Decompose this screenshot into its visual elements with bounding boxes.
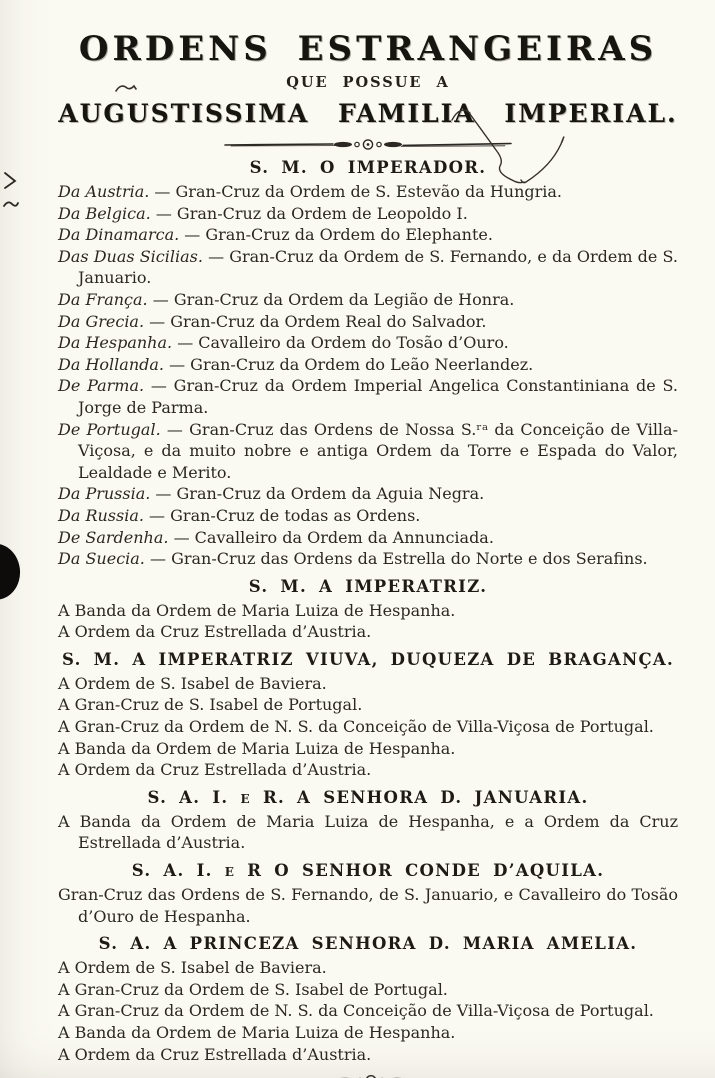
order-entry: A Gran-Cruz de S. Isabel de Portugal. bbox=[58, 695, 363, 715]
pen-squiggle-icon bbox=[438, 98, 578, 198]
order-entry: Das Duas Sicilias. — Gran-Cruz da Ordem de S. Fernando, e da Ordem de S. Januario. bbox=[58, 246, 678, 288]
order-entry: Gran-Cruz das Ordens de S. Fernando, de S. Januario, e Cavalleiro do Tosão d’Ouro de Hespanha. bbox=[58, 885, 678, 926]
order-entry: Da França. — Gran-Cruz da Ordem da Legião de Honra. bbox=[58, 289, 515, 309]
order-entry: A Banda da Ordem de Maria Luiza de Hespanha. bbox=[58, 738, 456, 758]
order-entry: A Gran-Cruz da Ordem de N. S. da Conceição de Villa-Viçosa de Portugal. bbox=[58, 1001, 654, 1021]
page-title: ORDENS ESTRANGEIRAS bbox=[78, 29, 658, 69]
section-heading: S. A. I. e R. A SENHORA D. JANUARIA. bbox=[147, 787, 589, 807]
order-entry: A Gran-Cruz da Ordem de S. Isabel de Portugal. bbox=[58, 979, 448, 999]
order-entry: Da Grecia. — Gran-Cruz da Ordem Real do Salvador. bbox=[58, 311, 487, 331]
country-label: Da Suecia. bbox=[58, 549, 145, 569]
section-heading: S. M. O IMPERADOR. bbox=[249, 158, 487, 177]
section-heading: S. A. I. e R O SENHOR CONDE D’AQUILA. bbox=[131, 861, 605, 881]
order-entry: Da Hollanda. — Gran-Cruz da Ordem do Leão Neerlandez. bbox=[58, 354, 534, 374]
section-heading: S. A. A PRINCEZA SENHORA D. MARIA AMELIA. bbox=[98, 934, 638, 954]
order-entry: A Banda da Ordem de Maria Luiza de Hespanha. bbox=[58, 1023, 456, 1042]
order-entry: Da Suecia. — Gran-Cruz das Ordens da Estrella do Norte e dos Serafins. bbox=[58, 549, 648, 569]
order-entry: A Ordem da Cruz Estrellada d’Austria. bbox=[58, 1044, 372, 1064]
country-label: Da Austria. bbox=[58, 182, 150, 201]
country-label: Da Belgica. bbox=[58, 203, 151, 223]
sections bbox=[58, 157, 678, 1065]
order-entry: A Ordem de S. Isabel de Baviera. bbox=[58, 958, 327, 978]
order-entry: A Banda da Ordem de Maria Luiza de Hespanha, e a Ordem da Cruz Estrellada d’Austria. bbox=[58, 811, 678, 853]
order-entry: Da Dinamarca. — Gran-Cruz da Ordem do Elephante. bbox=[58, 225, 493, 245]
section-heading: S. M. A IMPERATRIZ. bbox=[248, 576, 488, 596]
order-entry: Da Prussia. — Gran-Cruz da Ordem da Aguia Negra. bbox=[58, 484, 485, 504]
pen-tilde-icon bbox=[115, 80, 139, 96]
country-label: Da Dinamarca. bbox=[58, 225, 180, 245]
order-entry: Da Hespanha. — Cavalleiro da Ordem do Tosão d’Ouro. bbox=[58, 333, 509, 353]
country-label: Da França. bbox=[58, 289, 148, 309]
country-label: Da Russia. bbox=[58, 505, 144, 525]
page-subtitle: QUE POSSUE A bbox=[286, 74, 450, 91]
ornamental-rule-icon bbox=[198, 1073, 538, 1078]
section-heading: S. M. A IMPERATRIZ VIUVA, DUQUEZA DE BRAGANÇA. bbox=[61, 649, 675, 669]
country-label: Da Prussia. bbox=[58, 484, 151, 504]
family-title: AUGUSTISSIMA FAMILIA IMPERIAL. bbox=[58, 99, 678, 128]
order-entry: A Ordem da Cruz Estrellada d’Austria. bbox=[58, 622, 372, 642]
country-label: Da Grecia. bbox=[58, 311, 145, 331]
order-entry: A Gran-Cruz da Ordem de N. S. da Conceição de Villa-Viçosa de Portugal. bbox=[58, 717, 654, 737]
order-entry: De Portugal. — Gran-Cruz das Ordens de Nossa S.ʳᵃ da Conceição de Villa-Viçosa, e da muito nobre e antiga Ordem da Torre e Espada do Valor, Lealdade e Merito. bbox=[58, 419, 678, 482]
order-entry: Da Russia. — Gran-Cruz de todas as Ordens. bbox=[58, 505, 421, 525]
order-entry: De Parma. — Gran-Cruz da Ordem Imperial Angelica Constantiniana de S. Jorge de Parma. bbox=[58, 376, 678, 417]
country-label: De Sardenha. bbox=[58, 527, 169, 547]
order-entry: A Banda da Ordem de Maria Luiza de Hespanha. bbox=[58, 600, 456, 620]
order-entry: A Ordem de S. Isabel de Baviera. bbox=[58, 673, 327, 693]
margin-pen-marks-icon bbox=[2, 170, 20, 214]
order-entry: Da Austria. — Gran-Cruz da Ordem de S. Estevão da Hungria. bbox=[58, 182, 563, 201]
country-label: De Parma. bbox=[58, 376, 145, 396]
order-entry: De Sardenha. — Cavalleiro da Ordem da Annunciada. bbox=[58, 527, 494, 547]
order-entry: Da Belgica. — Gran-Cruz da Ordem de Leopoldo I. bbox=[58, 203, 468, 223]
country-label: Das Duas Sicilias. bbox=[58, 246, 203, 266]
country-label: Da Hollanda. bbox=[58, 354, 164, 374]
country-label: Da Hespanha. bbox=[58, 333, 173, 353]
order-entry: A Ordem da Cruz Estrellada d’Austria. bbox=[58, 760, 372, 780]
country-label: De Portugal. bbox=[58, 419, 161, 439]
